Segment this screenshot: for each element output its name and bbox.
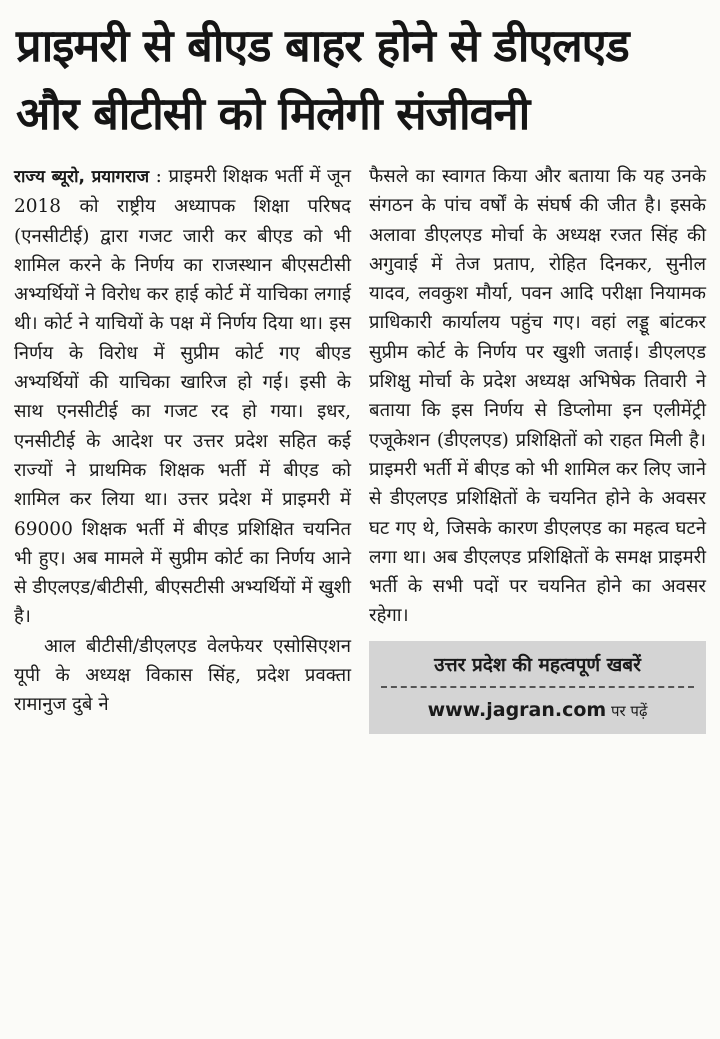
promo-box[interactable]: [369, 641, 706, 735]
paragraph: [14, 162, 351, 632]
paragraph-text: प्राइमरी शिक्षक भर्ती में जून 2018 को राष्ट्रीय अध्यापक शिक्षा परिषद (एनसीटीई) द्वारा गजट जारी कर बीएड को भी शामिल करने के निर्णय का राजस्थान बीएसटीसी अभ्यर्थियों ने विरोध कर हाई कोर्ट में याचिका लगाई थी। कोर्ट ने याचियों के पक्ष में निर्णय दिया था। इस निर्णय के विरोध में सुप्रीम कोर्ट गए बीएड अभ्यर्थियों की याचिका खारिज हो गई। इसी के साथ एनसीटीई का गजट रद हो गया। इधर, एनसीटीई के आदेश पर उत्तर प्रदेश सहित कई राज्यों ने प्राथमिक शिक्षक भर्ती में बीएड को शामिल कर लिया था। उत्तर प्रदेश में प्राइमरी में 69000 शिक्षक भर्ती में बीएड प्रशिक्षित चयनित भी हुए। अब मामले में सुप्रीम कोर्ट का निर्णय आने से डीएलएड/बीटीसी, बीएसटीसी अभ्यर्थियों में खुशी है।: [14, 166, 352, 628]
promo-link[interactable]: [381, 688, 694, 726]
promo-suffix: पर पढ़ें: [606, 702, 648, 721]
promo-title: उत्तर प्रदेश की महत्वपूर्ण खबरें: [381, 651, 694, 688]
headline-line-1: प्राइमरी से बीएड बाहर होने से डीएलएड: [16, 19, 629, 72]
headline-line-2: और बीटीसी को मिलेगी संजीवनी: [16, 87, 530, 140]
paragraph: फैसले का स्वागत किया और बताया कि यह उनके संगठन के पांच वर्षों के संघर्ष की जीत है। इसके अलावा डीएलएड मोर्चा के अध्यक्ष रजत सिंह की अगुवाई में तेज प्रताप, रोहित दिनकर, सुनील यादव, लवकुश मौर्या, पवन आदि परीक्षा नियामक प्राधिकारी कार्यालय पहुंच गए। वहां लड्डू बांटकर सुप्रीम कोर्ट के निर्णय पर खुशी जताई। डीएलएड प्रशिक्षु मोर्चा के प्रदेश अध्यक्ष अभिषेक तिवारी ने बताया कि इस निर्णय से डिप्लोमा इन एलीमेंट्री एजूकेशन (डीएलएड) प्रशिक्षितों को राहत मिली है। प्राइमरी भर्ती में बीएड को भी शामिल कर लिए जाने से डीएलएड प्रशिक्षितों के चयनित होने के अवसर घट गए थे, जिसके कारण डीएलएड का महत्व घटने लगा था। अब डीएलएड प्रशिक्षितों के समक्ष प्राइमरी भर्ती के सभी पदों पर चयनित होने का अवसर रहेगा।: [369, 166, 706, 627]
column-left: [14, 162, 351, 734]
byline-separator: :: [149, 166, 169, 187]
column-right: [369, 162, 706, 734]
article-body: [14, 162, 706, 734]
headline: [16, 12, 706, 148]
paragraph: आल बीटीसी/डीएलएड वेलफेयर एसोसिएशन यूपी के अध्यक्ष विकास सिंह, प्रदेश प्रवक्ता रामानुज दुबे ने: [14, 635, 351, 716]
byline: राज्य ब्यूरो, प्रयागराज: [14, 167, 150, 187]
promo-url[interactable]: www.jagran.com: [427, 699, 607, 722]
